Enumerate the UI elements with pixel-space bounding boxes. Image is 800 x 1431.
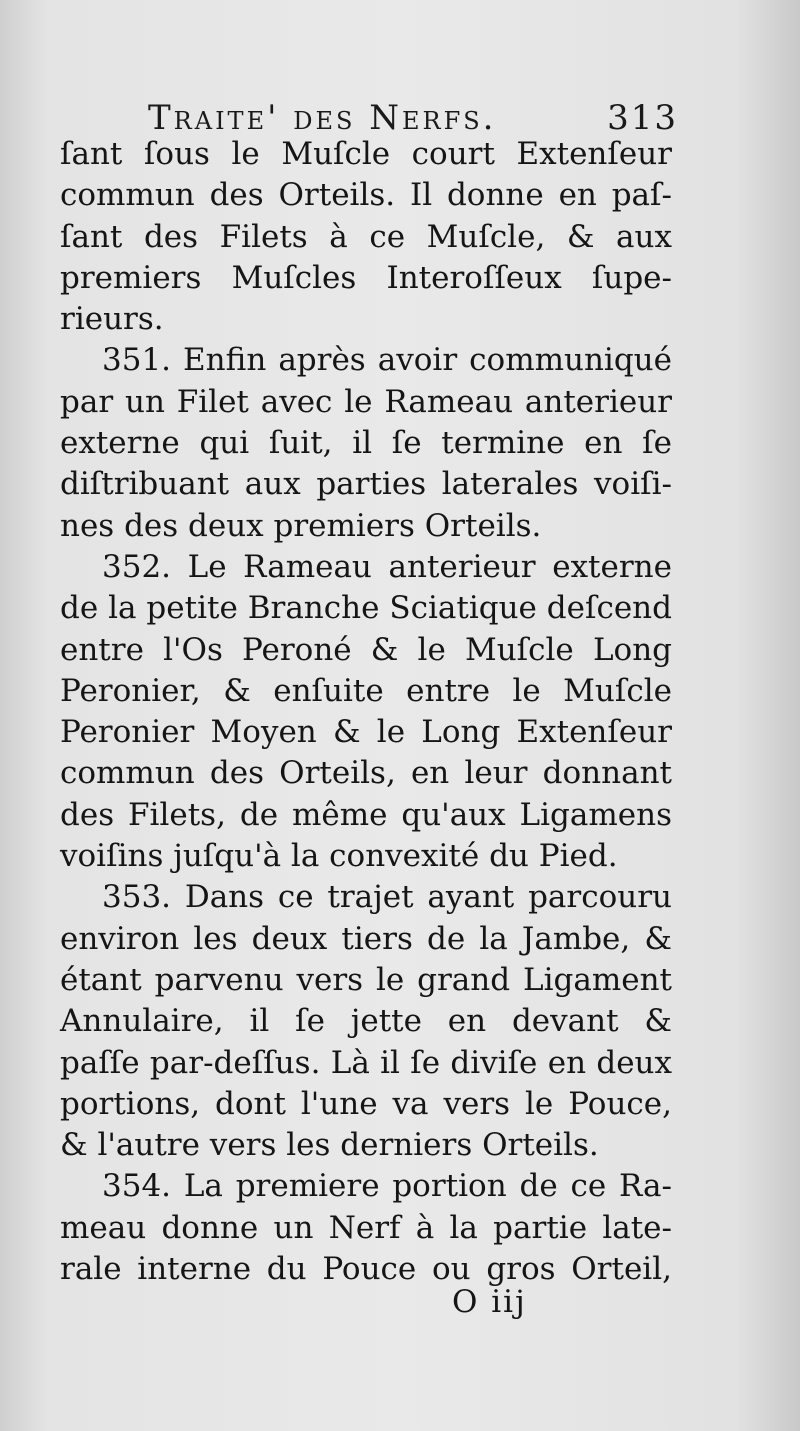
text-line: meau donne un Nerf à la partie late-	[60, 1209, 672, 1246]
text-line: Annulaire, il ſe jette en devant &	[60, 1003, 672, 1040]
text-line: externe qui ſuit, il ſe termine en ſe	[60, 425, 672, 462]
text-line: environ les deux tiers de la Jambe, &	[60, 920, 672, 957]
text-line: 353. Dans ce trajet ayant parcouru	[102, 879, 672, 916]
text-line: commun des Orteils, en leur donnant	[60, 755, 672, 792]
text-line: Peronier, & enſuite entre le Muſcle	[60, 672, 672, 709]
text-line: ſant des Filets à ce Muſcle, & aux	[60, 218, 672, 255]
text-line: 354. La premiere portion de ce Ra-	[102, 1168, 672, 1205]
running-title: Traite' des Nerfs.	[148, 98, 497, 138]
text-line: Peronier Moyen & le Long Extenſeur	[60, 714, 672, 751]
text-line: paſſe par-deſſus. Là il ſe diviſe en deux	[60, 1044, 672, 1081]
text-line: nes des deux premiers Orteils.	[60, 507, 542, 544]
text-line: rale interne du Pouce ou gros Orteil,	[60, 1251, 672, 1288]
text-line: ſant ſous le Muſcle court Extenſeur	[60, 136, 672, 172]
text-line: 352. Le Rameau anterieur externe	[102, 548, 672, 585]
text-line: de la petite Branche Sciatique deſcend	[60, 590, 672, 627]
page-number: 313	[607, 98, 678, 138]
body-text	[60, 134, 672, 1290]
text-line: portions, dont l'une va vers le Pouce,	[60, 1085, 672, 1122]
signature-mark: O iij	[452, 1284, 527, 1320]
text-line: entre l'Os Peroné & le Muſcle Long	[60, 631, 672, 668]
text-line: voiſins juſqu'à la convexité du Pied.	[60, 838, 618, 875]
text-line: premiers Muſcles Interoſſeux ſupe-	[60, 259, 672, 296]
text-line: commun des Orteils. Il donne en paſ-	[60, 177, 672, 214]
text-line: & l'autre vers les derniers Orteils.	[60, 1127, 599, 1164]
text-line: étant parvenu vers le grand Ligament	[60, 961, 672, 998]
text-line: diſtribuant aux parties laterales voiſi-	[60, 466, 672, 503]
text-line: rieurs.	[60, 301, 164, 338]
text-line: des Filets, de même qu'aux Ligamens	[60, 796, 672, 833]
text-line: par un Filet avec le Rameau anterieur	[60, 383, 672, 420]
text-line: 351. Enfin après avoir communiqué	[102, 342, 672, 379]
